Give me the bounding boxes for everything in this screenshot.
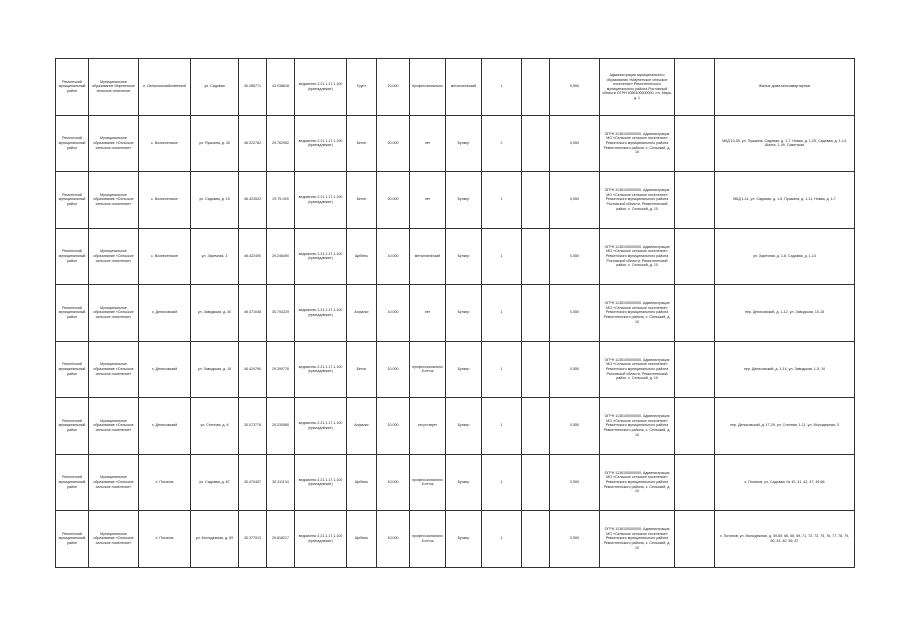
table-cell: 1 xyxy=(482,398,522,455)
table-cell: 29.399776 xyxy=(267,341,295,398)
table-cell: Щебень xyxy=(347,511,377,568)
table-cell xyxy=(675,341,715,398)
table-cell xyxy=(522,115,550,172)
registry-body xyxy=(56,59,855,568)
table-cell: 2 xyxy=(482,115,522,172)
table-cell: 1 xyxy=(482,285,522,342)
table-cell: 1 xyxy=(482,511,522,568)
table-cell: 1 xyxy=(482,172,522,229)
table-cell: Бункер xyxy=(446,228,482,285)
table-cell: профессионально xyxy=(410,59,446,116)
table-row xyxy=(56,398,855,455)
table-cell: Бункер xyxy=(446,398,482,455)
table-cell xyxy=(522,341,550,398)
table-cell: 0,550 xyxy=(550,172,600,229)
table-cell: Бункер xyxy=(446,454,482,511)
table-cell xyxy=(675,511,715,568)
table-cell: Муниципальное образование «Сельское сельское поселение» xyxy=(89,341,139,398)
table-cell: с. Вознесенское xyxy=(139,228,191,285)
table-cell: Ремонтский муниципальный район xyxy=(56,172,89,229)
table-cell: 0,550 xyxy=(550,341,600,398)
table-cell: МКД 10-50, ул. Пушкина, Садовая, д. 1-7, Новая, д. 1-25, Садовая, д. 1-14, Шахта, 1-49, Советская xyxy=(715,115,855,172)
table-cell: Муниципальное образование «Сельское сельское поселение» xyxy=(89,228,139,285)
table-row xyxy=(56,115,855,172)
table-cell: Ремонтский муниципальный район xyxy=(56,59,89,116)
table-cell: 46.424790 xyxy=(239,341,267,398)
table-cell: 1 xyxy=(482,228,522,285)
table-cell: Ремонтский муниципальный район xyxy=(56,341,89,398)
table-cell: 0,550 xyxy=(550,115,600,172)
table-cell: 46.423522 xyxy=(239,172,267,229)
table-cell: 29.239580 xyxy=(267,398,295,455)
table-cell: Грунт xyxy=(347,59,377,116)
table-cell: 30.286771 xyxy=(239,59,267,116)
table-row xyxy=(56,511,855,568)
table-cell: 10.000 xyxy=(377,285,410,342)
table-cell: х. Денисовский xyxy=(139,398,191,455)
table-cell: Бункер xyxy=(446,341,482,398)
table-cell xyxy=(675,172,715,229)
table-cell: ведомство 2.21.1.17.1.100 (принадлежит) xyxy=(295,59,347,116)
table-cell: 10.000 xyxy=(377,511,410,568)
table-cell: ул. Заречная, 3 xyxy=(191,228,239,285)
table-cell: 20.000 xyxy=(377,172,410,229)
table-cell: нет xyxy=(410,172,446,229)
table-cell: ведомство 2.21.1.17.1.100 (принадлежит) xyxy=(295,115,347,172)
table-cell: Бетон xyxy=(347,172,377,229)
table-cell: Щебень xyxy=(347,228,377,285)
table-cell: ул. Садовая, д. 67 xyxy=(191,454,239,511)
table-cell: х. Потапов xyxy=(139,511,191,568)
table-cell: Муниципальное образование «Сельское сельское поселение» xyxy=(89,115,139,172)
table-cell: 0,550 xyxy=(550,59,600,116)
table-cell: ул. Заречная, д. 1-8, Садовая, д. 1-14 xyxy=(715,228,855,285)
table-cell: 29.762952 xyxy=(267,115,295,172)
table-row xyxy=(56,228,855,285)
table-cell: Муниципальное образование «Сельское сельское поселение» xyxy=(89,454,139,511)
table-cell: 29.75-049 xyxy=(267,172,295,229)
table-cell xyxy=(675,59,715,116)
table-cell: 0,550 xyxy=(550,511,600,568)
table-cell: Бункер xyxy=(446,511,482,568)
table-cell: Жилые дома многоквартирные xyxy=(715,59,855,116)
table-cell: 10.000 xyxy=(377,228,410,285)
table-cell: пер. Денисовский, д. 1-12, ул. Заводская, 10-15 xyxy=(715,285,855,342)
table-cell: отсутствует xyxy=(410,398,446,455)
table-cell xyxy=(522,511,550,568)
table-cell: Муниципальное образование «Сельское сельское поселение» xyxy=(89,511,139,568)
table-cell: ОГРН 1136100000000, Администрация МО «Сельское сельское поселение» Ремонтского муниципального района Ремонтненского района, с. Сельский, д. 10 xyxy=(600,285,675,342)
table-cell: Ремонтский муниципальный район xyxy=(56,285,89,342)
table-cell: ул. Пушкина, д. 30 xyxy=(191,115,239,172)
table-cell: 1 xyxy=(482,341,522,398)
table-cell: ведомство 2.21.1.17.1.100 (принадлежит) xyxy=(295,398,347,455)
table-cell: ул. Садовая xyxy=(191,59,239,116)
table-cell xyxy=(522,454,550,511)
table-cell xyxy=(675,454,715,511)
table-cell: 30.377913 xyxy=(239,511,267,568)
table-cell: Ремонтский муниципальный район xyxy=(56,454,89,511)
table-cell xyxy=(675,115,715,172)
table-cell: МКД 1-11, ул. Садовая, д. 1-5, Пушкина, д. 1-11, Новая, д. 1-7 xyxy=(715,172,855,229)
table-cell: ОГРН 1136100000000, Администрация МО «Сельское сельское поселение» Ремонтского муниципального района Ростовской области, Ремонтненский район, с. Сельский, д. 10 xyxy=(600,228,675,285)
table-cell: ул. Заводская, д. 10 xyxy=(191,341,239,398)
table-cell: ОГРН 1136100000000, Администрация МО «Сельское сельское поселение» Ремонтского муниципального района Ростовской области, Ремонтненский район, с. Сельский, д. 10 xyxy=(600,341,675,398)
table-row xyxy=(56,59,855,116)
table-cell xyxy=(522,285,550,342)
table-cell: металлический xyxy=(446,59,482,116)
table-cell: 30.470457 xyxy=(239,454,267,511)
table-cell: Бункер xyxy=(446,172,482,229)
table-cell: 0,550 xyxy=(550,454,600,511)
table-cell xyxy=(522,59,550,116)
table-cell: 46.471048 xyxy=(239,285,267,342)
table-cell: ул. Молодежная, д. 69 xyxy=(191,511,239,568)
table-cell: Бункер xyxy=(446,115,482,172)
table-cell: Муниципальное образование Мирненское сельское поселение xyxy=(89,59,139,116)
table-cell: х. Денисовский xyxy=(139,285,191,342)
table-cell: 29.818217 xyxy=(267,511,295,568)
table-row xyxy=(56,341,855,398)
table-cell: х. Денисовский xyxy=(139,341,191,398)
table-cell: ОГРН 1136100000000, Администрация МО «Сельское сельское поселение» Ремонтского муниципального района Ремонтненского района, с. Сельский, д. 10 xyxy=(600,511,675,568)
table-cell: 0,550 xyxy=(550,285,600,342)
table-cell: Ремонтский муниципальный район xyxy=(56,398,89,455)
table-cell xyxy=(522,172,550,229)
table-cell xyxy=(675,398,715,455)
table-row xyxy=(56,454,855,511)
table-cell: п. Сельскохозяйственный xyxy=(139,59,191,116)
table-cell: Муниципальное образование «Сельское сельское поселение» xyxy=(89,285,139,342)
table-cell: 1 xyxy=(482,454,522,511)
table-cell: 30.311134 xyxy=(267,454,295,511)
table-cell: профессионально 8 сеток xyxy=(410,341,446,398)
table-cell: Ремонтский муниципальный район xyxy=(56,115,89,172)
table-cell: ОГРН 1136100000000, Администрация МО «Сельское сельское поселение» Ремонтского муниципального района Ремонтненского района, с. Сельский, д. 10 xyxy=(600,115,675,172)
table-cell: 46.022782 xyxy=(239,115,267,172)
table-cell: ведомство 2.21.1.17.1.100 (принадлежит) xyxy=(295,172,347,229)
table-cell: пер. Денисовский, д. 17-29, ул. Степная, 1-11, ул. Молодежная, 3 xyxy=(715,398,855,455)
table-cell: Асфальт xyxy=(347,398,377,455)
table-cell: х. Потапов, ул. Молодежная, д. 59-65, 66, 68, 69, 71, 72, 73, 75, 76, 77, 78, 79, 80, 81, 82, 85, 87 xyxy=(715,511,855,568)
table-cell: 30.073778 xyxy=(239,398,267,455)
table-cell: 10.000 xyxy=(377,398,410,455)
table-cell: нет xyxy=(410,285,446,342)
table-cell: Асфальт xyxy=(347,285,377,342)
table-cell: Администрация муниципального образования «Мирненское сельское поселение» Ремонтненского муниципального района Ростовской области ОГРН 1056100000000, пл. Мира, д. 1 xyxy=(600,59,675,116)
table-cell: 10.000 xyxy=(377,341,410,398)
table-cell: 29.246490 xyxy=(267,228,295,285)
table-row xyxy=(56,172,855,229)
table-cell: 46.422490 xyxy=(239,228,267,285)
table-cell: Муниципальное образование «Сельское сельское поселение» xyxy=(89,398,139,455)
table-cell: 0,550 xyxy=(550,398,600,455)
table-cell: 43.038816 xyxy=(267,59,295,116)
table-cell: х. Потапов xyxy=(139,454,191,511)
table-cell: с. Вознесенское xyxy=(139,172,191,229)
table-cell xyxy=(675,228,715,285)
table-cell: ОГРН 1136100000000, Администрация МО «Сельское сельское поселение» Ремонтского муниципального района Ремонтненского района, с. Сельский, д. 10 xyxy=(600,398,675,455)
table-cell: ул. Заводская, д. 40 xyxy=(191,285,239,342)
table-cell: Щебень xyxy=(347,454,377,511)
table-cell: х. Потапов, ул. Садовая, № 40, 41, 42, 47, 49-66 xyxy=(715,454,855,511)
table-cell: ОГРН 1136100000000, Администрация МО «Сельское сельское поселение» Ремонтского муниципального района Ремонтненского района, с. Сельский, д. 10 xyxy=(600,454,675,511)
table-cell xyxy=(675,285,715,342)
table-cell: Бункер xyxy=(446,285,482,342)
table-cell: 1 xyxy=(482,59,522,116)
table-cell: с. Вознесенское xyxy=(139,115,191,172)
table-cell: Муниципальное образование «Сельское сельское поселение» xyxy=(89,172,139,229)
table-cell: ОГРН 1136100000000, Администрация МО «Сельское сельское поселение» Ремонтского муниципального района Ростовской области, Ремонтненский район, с. Сельский, д. 10 xyxy=(600,172,675,229)
registry-table xyxy=(55,58,855,568)
table-cell: 10.000 xyxy=(377,59,410,116)
table-cell: ведомство 2.21.1.17.1.100 (принадлежит) xyxy=(295,341,347,398)
table-cell: профессионально 8 сеток xyxy=(410,511,446,568)
table-cell: 0,550 xyxy=(550,228,600,285)
table-cell: ведомство 2.21.1.17.1.100 (принадлежит) xyxy=(295,511,347,568)
table-cell xyxy=(522,398,550,455)
table-cell: ведомство 2.21.1.17.1.100 (принадлежит) xyxy=(295,454,347,511)
table-cell: Бетон xyxy=(347,115,377,172)
table-cell: ведомство 2.21.1.17.1.100 (принадлежит) xyxy=(295,285,347,342)
table-cell: 20.000 xyxy=(377,115,410,172)
table-cell xyxy=(522,228,550,285)
table-cell: Ремонтский муниципальный район xyxy=(56,228,89,285)
table-row xyxy=(56,285,855,342)
table-cell: нет xyxy=(410,115,446,172)
table-cell: ул. Степная, д. 6 xyxy=(191,398,239,455)
table-cell: пер. Денисовский, д. 1-14, ул. Заводская, 1-5, 10 xyxy=(715,341,855,398)
table-cell: металлический xyxy=(410,228,446,285)
table-cell: Бетон xyxy=(347,341,377,398)
table-cell: 30.754229 xyxy=(267,285,295,342)
table-cell: ведомство 2.21.1.17.1.100 (принадлежит) xyxy=(295,228,347,285)
table-cell: 10.000 xyxy=(377,454,410,511)
table-cell: ул. Садовая, д. 15 xyxy=(191,172,239,229)
table-cell: профессионально 8 сеток xyxy=(410,454,446,511)
table-cell: Ремонтский муниципальный район xyxy=(56,511,89,568)
